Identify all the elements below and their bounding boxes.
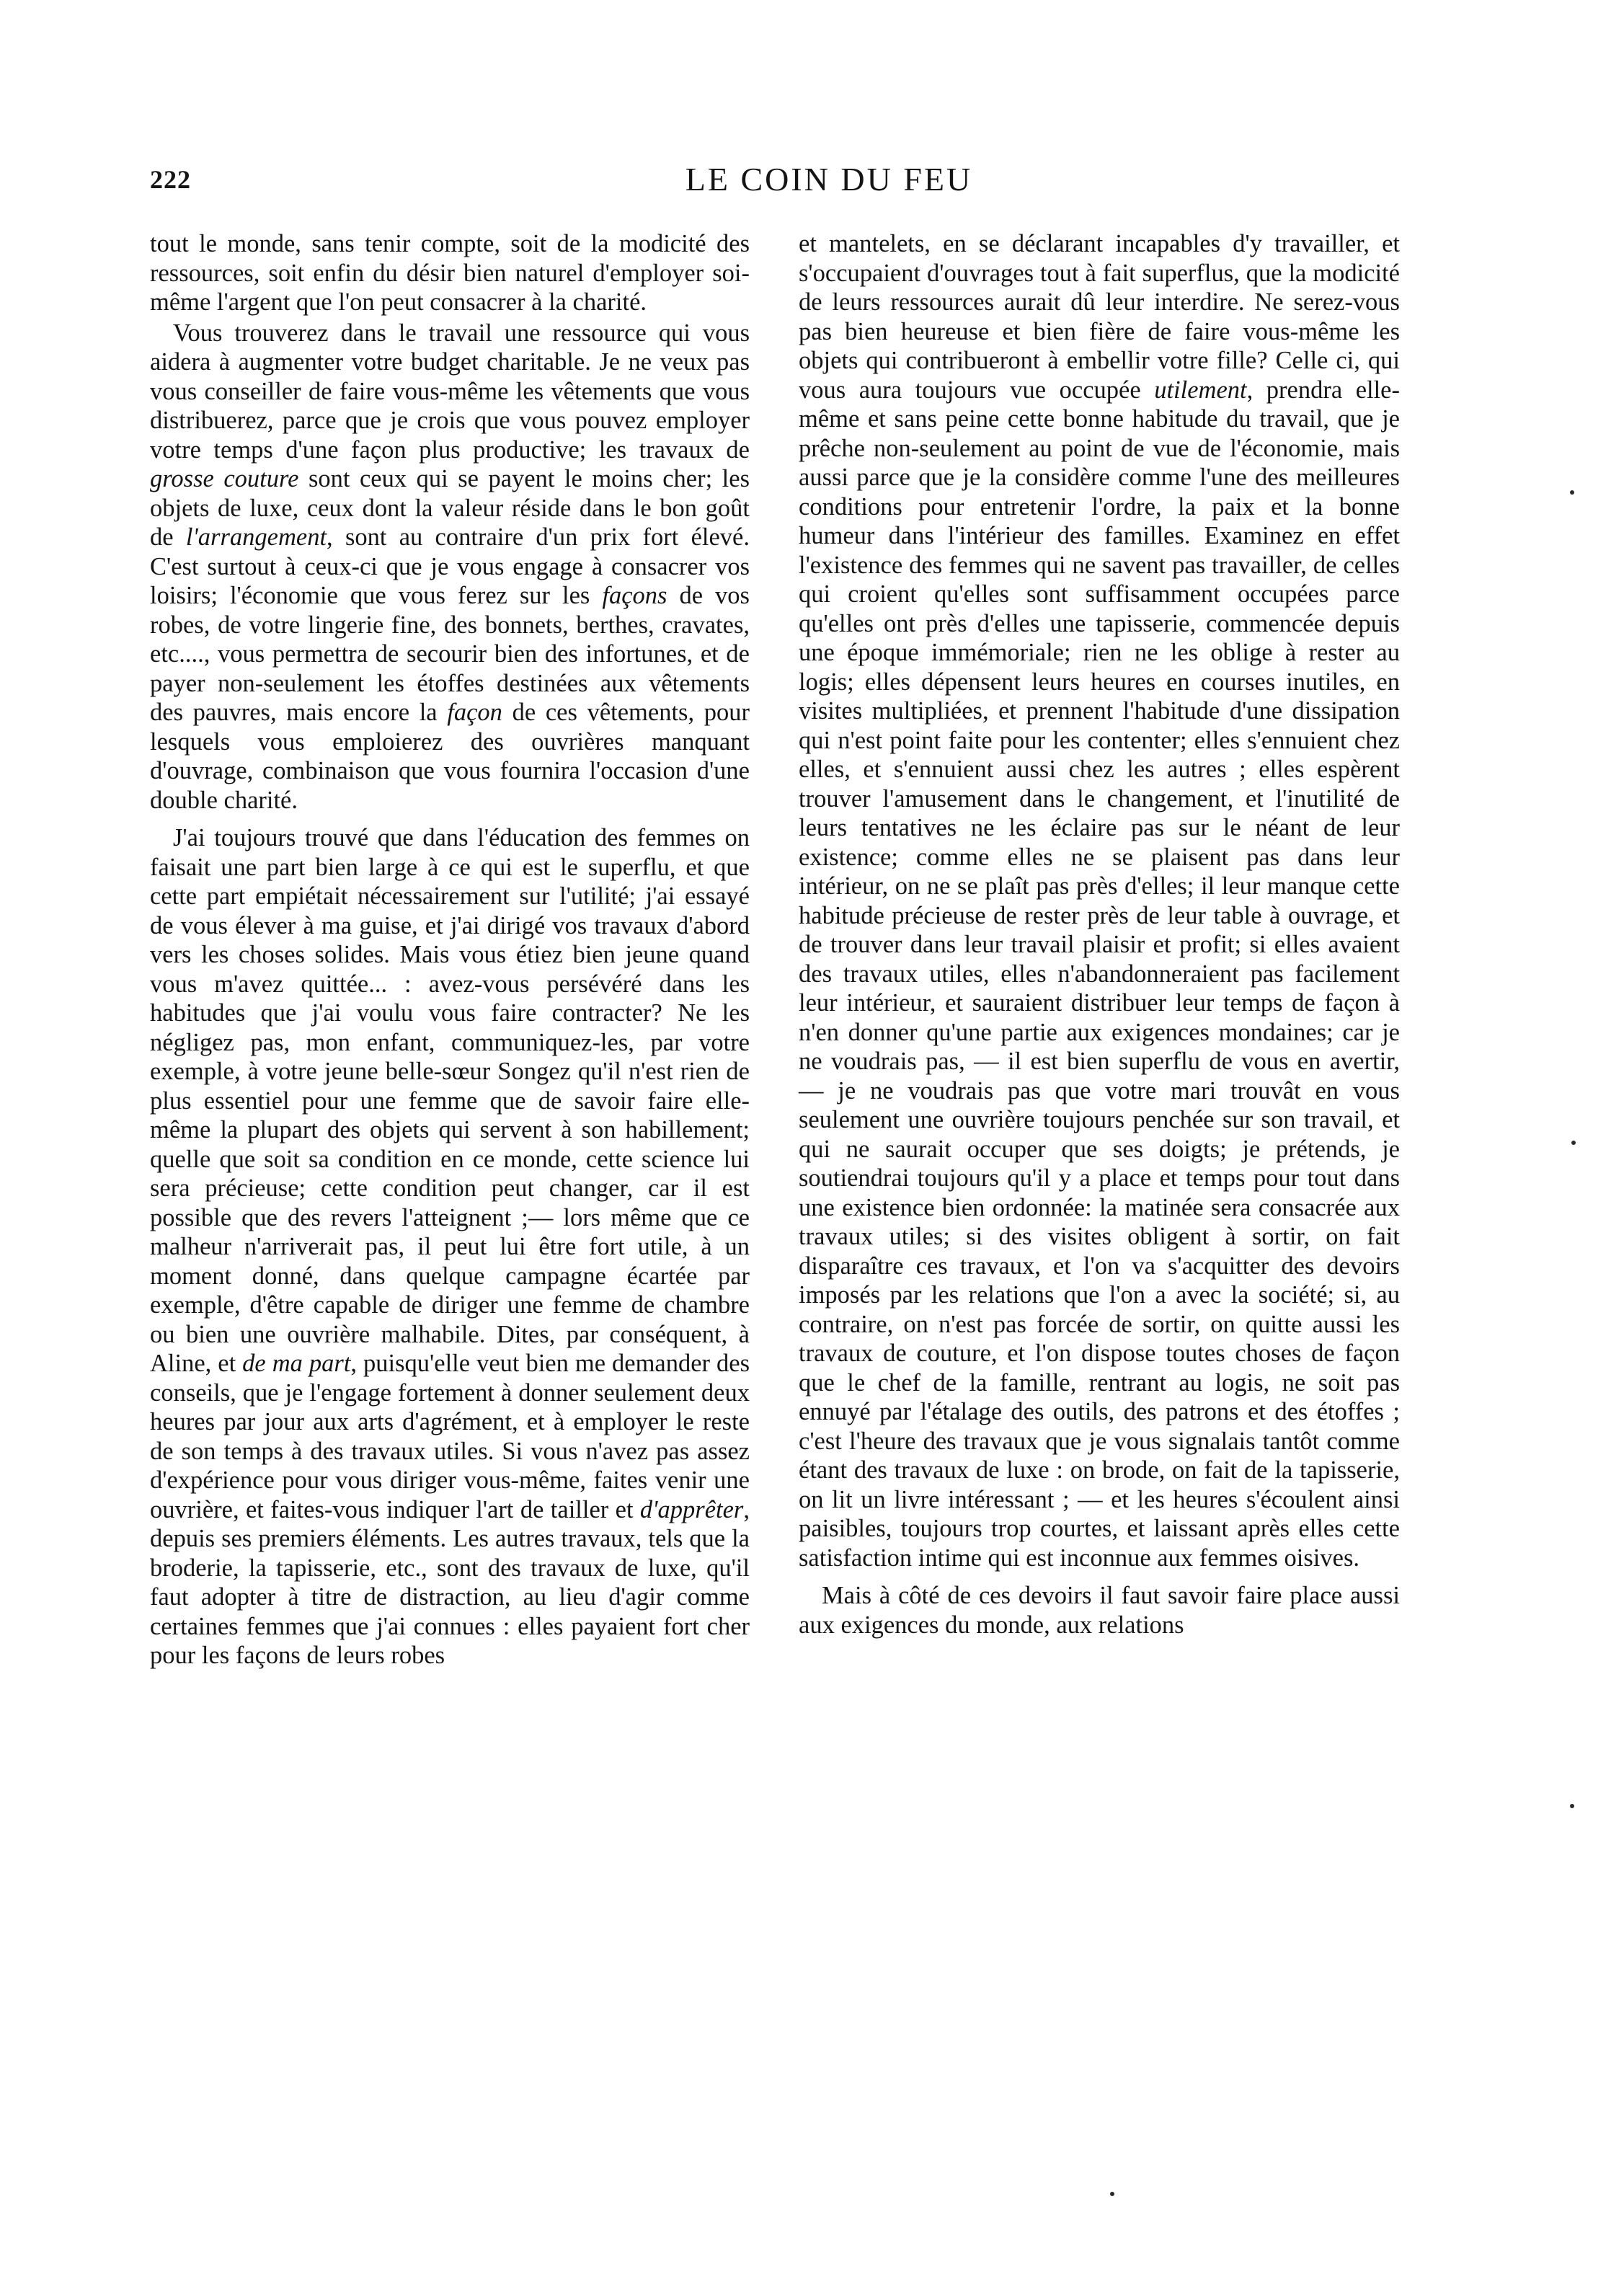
- italic-phrase: d'apprêter: [639, 1495, 744, 1523]
- italic-phrase: façons: [602, 582, 667, 609]
- paragraph: tout le monde, sans tenir compte, soit de la modicité des ressources, soit enfin du désir bien naturel d'employer soi-même l'argent que l'on peut consacrer à la charité.: [150, 230, 750, 316]
- left-column: [150, 229, 750, 1670]
- paragraph: J'ai toujours trouvé que dans l'éducation des femmes on faisait une part bien large à ce qui est le superflu, et que cette part empiétait nécessairement sur l'utilité; j'ai essayé de vous élever à ma guise, et j'ai dirigé vos travaux d'abord vers les choses solides. Mais vous étiez bien jeune quand vous m'avez quittée... : avez-vous persévéré dans les habitudes que j'ai voulu vous faire contracter? Ne les négligez pas, mon enfant, communiquez-les, par votre exemple, à votre jeune belle-sœur Songez qu'il n'est rien de plus essentiel pour une femme que de savoir faire elle-même la plupart des objets qui servent à son habillement; quelle que soit sa condition en ce monde, cette science lui sera précieuse; cette condition peut changer, car il est possible que des revers l'atteignent ;— lors même que ce malheur n'arriverait pas, il peut lui être fort utile, à un moment donné, dans quelque campagne écartée par exemple, d'être capable de diriger une femme de chambre ou bien une ouvrière malhabile. Dites, par conséquent, à Aline, et de ma part, puisqu'elle veut bien me demander des conseils, que je l'engage fortement à donner seulement deux heures par jour aux arts d'agrément, et à employer le reste de son temps à des travaux utiles. Si vous n'avez pas assez d'expérience pour vous diriger vous-même, faites venir une ouvrière, et faites-vous indiquer l'art de tailler et d'apprêter, depuis ses premiers éléments. Les autres travaux, tels que la broderie, la tapisserie, etc., sont des travaux de luxe, qu'il faut adopter à titre de distraction, au lieu d'agir comme certaines femmes que j'ai connues : elles payaient fort cher pour les façons de leurs robes: [150, 824, 750, 1669]
- ink-speck: [1570, 490, 1574, 495]
- italic-phrase: l'arrangement: [185, 523, 327, 551]
- page-number: 222: [150, 165, 191, 194]
- italic-phrase: de ma part: [242, 1350, 351, 1377]
- ink-speck: [1110, 2192, 1114, 2196]
- ink-speck: [1571, 1141, 1576, 1145]
- paragraph: et mantelets, en se déclarant incapables d'y travailler, et s'occupaient d'ouvrages tout à fait superflus, que la modicité de leurs ressources aurait dû leur interdire. Ne serez-vous pas bien heureuse et bien fière de faire vous-même les objets qui contribueront à embellir votre fille? Celle ci, qui vous aura toujours vue occupée utilement, prendra elle-même et sans peine cette bonne habitude du travail, que je prêche non-seulement au point de vue de l'économie, mais aussi parce que je la considère comme l'une des meilleures conditions pour entretenir l'ordre, la paix et la bonne humeur dans l'intérieur des familles. Examinez en effet l'existence des femmes qui ne savent pas travailler, de celles qui croient qu'elles sont suffisamment occupées parce qu'elles ont près d'elles une tapisserie, commencée depuis une époque immémoriale; rien ne les oblige à rester au logis; elles dépensent leurs heures en courses inutiles, en visites multipliées, et prennent l'habitude d'une dissipation qui n'est point faite pour les contenter; elles s'ennuient chez elles, et s'ennuient aussi chez les autres ; elles espèrent trouver l'amusement dans le changement, et l'inutilité de leurs tentatives ne les éclaire pas sur le néant de leur existence; comme elles ne se plaisent pas dans leur intérieur, on ne se plaît pas près d'elles; il leur manque cette habitude précieuse de rester près de leur table à ouvrage, et de trouver dans leur travail plaisir et profit; si elles avaient des travaux utiles, elles n'abandonneraient pas facilement leur intérieur, et sauraient distribuer leur temps de façon à n'en donner qu'une partie aux exigences mondaines; car je ne voudrais pas, — il est bien superflu de vous en avertir, — je ne voudrais pas que votre mari trouvât en vous seulement une ouvrière toujours penchée sur son travail, et qui ne saurait occuper que ses doigts; je prétends, je soutiendrai toujours qu'il y a place et temps pour tout dans une existence bien ordonnée: la matinée sera consacrée aux travaux utiles; si des visites obligent à sortir, on fait disparaître ces travaux, et l'on va s'acquitter des devoirs imposés par les relations que l'on a avec la société; si, au contraire, on n'est pas forcée de sortir, on quitte aussi les travaux de couture, et l'on dispose toutes choses de façon que le chef de la famille, rentrant au logis, ne soit pas ennuyé par l'étalage des outils, des patrons et des étoffes ; c'est l'heure des travaux que je vous signalais tantôt comme étant des travaux de luxe : on brode, on fait de la tapisserie, on lit un livre intéressant ; — et les heures s'écoulent ainsi paisibles, toujours trop courtes, et laissant après elles cette satisfaction intime qui est inconnue aux femmes oisives.: [799, 230, 1400, 1572]
- paragraph: Vous trouverez dans le travail une ressource qui vous aidera à augmenter votre budget charitable. Je ne veux pas vous conseiller de faire vous-même les vêtements que vous distribuerez, parce que je crois que vous pouvez employer votre temps d'une façon plus productive; les travaux de grosse couture sont ceux qui se payent le moins cher; les objets de luxe, ceux dont la valeur réside dans le bon goût de l'arrangement, sont au contraire d'un prix fort élevé. C'est surtout à ceux-ci que je vous engage à consacrer vos loisirs; l'économie que vous ferez sur les façons de vos robes, de votre lingerie fine, des bonnets, berthes, cravates, etc...., vous permettra de secourir bien des infortunes, et de payer non-seulement les étoffes destinées aux vêtements des pauvres, mais encore la façon de ces vêtements, pour lesquels vous emploierez des ouvrières manquant d'ouvrage, combinaison que vous fournira l'occasion d'une double charité.: [150, 319, 750, 814]
- paragraph: Mais à côté de ces devoirs il faut savoir faire place aussi aux exigences du monde, aux relations: [799, 1582, 1400, 1639]
- italic-phrase: façon: [447, 699, 502, 726]
- right-column: [799, 229, 1400, 1639]
- italic-phrase: grosse couture: [150, 465, 299, 492]
- running-title: LE COIN DU FEU: [685, 161, 973, 198]
- ink-speck: [1570, 1804, 1574, 1808]
- italic-phrase: utilement: [1154, 376, 1247, 404]
